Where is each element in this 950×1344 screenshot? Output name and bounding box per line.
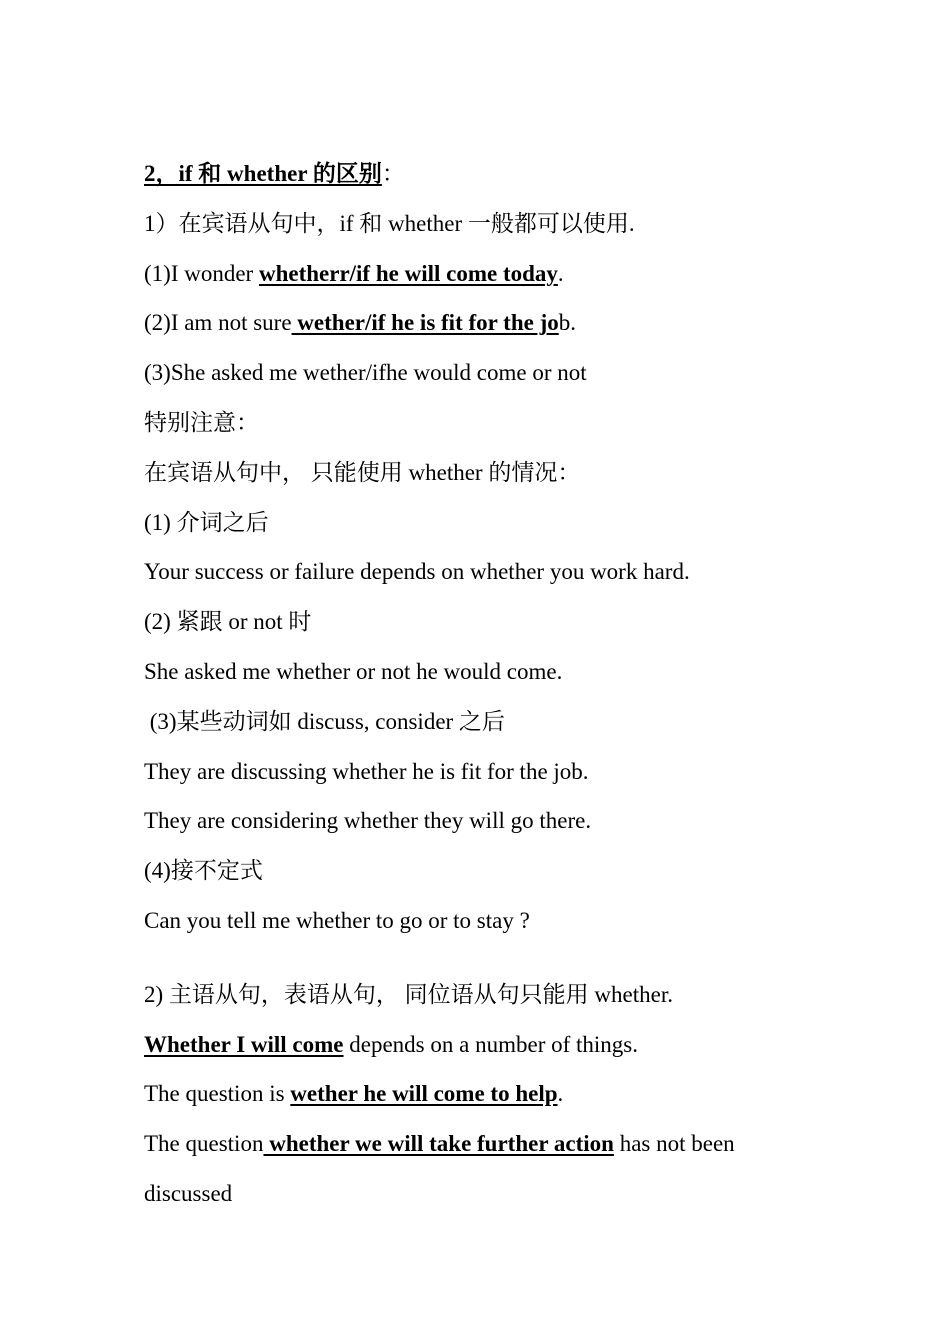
point-2: 2) 主语从句，表语从句， 同位语从句只能用 whether. xyxy=(144,981,673,1007)
appositive-pre: The question xyxy=(144,1131,264,1157)
predicative-post: . xyxy=(557,1081,564,1107)
case-3-example-2: They are considering whether they will go there. xyxy=(144,808,592,834)
case-1-example: Your success or failure depends on whether you work hard. xyxy=(144,559,690,585)
point-1: 1）在宾语从句中，if 和 whether 一般都可以使用. xyxy=(144,210,635,236)
case-2-title: (2) 紧跟 or not 时 xyxy=(144,609,312,635)
paragraph-gap xyxy=(144,951,824,975)
only-whether-intro: 在宾语从句中， 只能使用 whether 的情况： xyxy=(144,459,581,485)
appositive-clause: whether we will take further action xyxy=(263,1131,614,1157)
example-1-pre: (1)I wonder xyxy=(144,260,259,286)
section-heading xyxy=(144,154,824,204)
subject-clause-example xyxy=(144,1025,824,1075)
example-2-clause: wether/if he is fit for the jo xyxy=(291,310,559,336)
appositive-clause-example xyxy=(144,1124,824,1174)
predicative-clause: wether he will come to help xyxy=(290,1081,558,1107)
example-3: (3)She asked me wether/ifhe would come or not xyxy=(144,360,587,386)
subject-clause-post: depends on a number of things. xyxy=(343,1031,638,1057)
case-4-example: Can you tell me whether to go or to stay ? xyxy=(144,907,530,933)
example-2 xyxy=(144,303,824,353)
special-note: 特别注意： xyxy=(144,409,259,435)
case-1-title: (1) 介词之后 xyxy=(144,509,269,535)
case-3-example-1: They are discussing whether he is fit for the job. xyxy=(144,758,589,784)
case-4-title: (4)接不定式 xyxy=(144,858,263,884)
predicative-clause-example xyxy=(144,1074,824,1124)
example-1-post: . xyxy=(557,260,564,286)
example-1-clause: whetherr/if he will come today xyxy=(258,260,558,286)
subject-clause: Whether I will come xyxy=(144,1031,344,1057)
document-content xyxy=(144,154,824,1224)
example-2-pre: (2)I am not sure xyxy=(144,310,292,336)
appositive-post: has not been xyxy=(613,1131,735,1157)
heading-colon: ： xyxy=(381,161,405,186)
appositive-continuation: discussed xyxy=(144,1180,233,1206)
predicative-pre: The question is xyxy=(144,1081,291,1107)
example-2-post: b. xyxy=(558,310,576,336)
case-3-title: (3)某些动词如 discuss, consider 之后 xyxy=(144,708,505,734)
heading-bold-text: 2，if 和 whether 的区别 xyxy=(144,161,382,186)
case-2-example: She asked me whether or not he would come. xyxy=(144,658,563,684)
example-1 xyxy=(144,254,824,304)
